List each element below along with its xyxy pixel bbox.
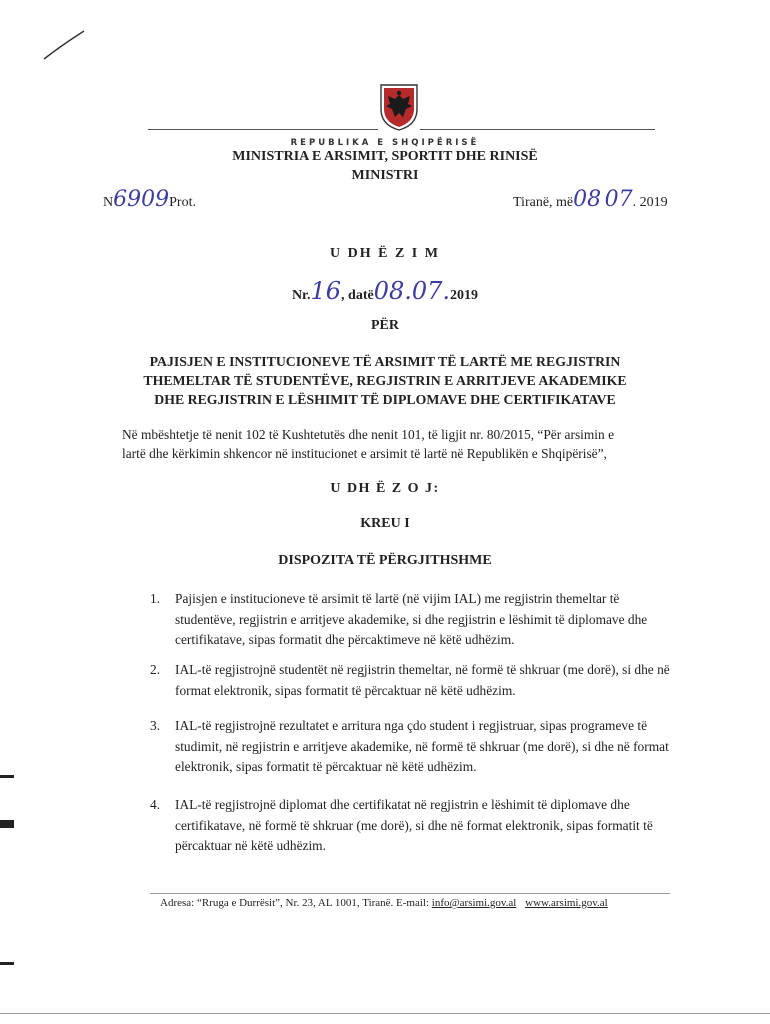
- header-rule-right: [420, 129, 655, 130]
- subject-block: [0, 352, 770, 409]
- instruction-number-line: [0, 278, 770, 309]
- footer-address: [160, 897, 608, 909]
- footer-website-link[interactable]: www.arsimi.gov.al: [525, 897, 608, 909]
- date-year: . 2019: [632, 195, 668, 210]
- pen-mark: [40, 25, 90, 65]
- protocol-suffix: Prot.: [169, 195, 196, 210]
- per-heading: PËR: [371, 318, 399, 333]
- nr-label: Nr.: [291, 288, 311, 303]
- protocol-prefix: N: [103, 195, 114, 210]
- scan-edge-mark: [0, 820, 14, 828]
- preamble-line: lartë dhe kërkimin shkencor në institucionet e arsimit të lartë në Republikën e Shqipërisë”,: [122, 446, 607, 461]
- handwritten-day: 08: [573, 187, 602, 212]
- handwritten-instruction-number: 16: [310, 277, 342, 305]
- coat-of-arms-emblem: [378, 82, 420, 132]
- date-label: , datë: [341, 288, 374, 303]
- date-line: [513, 187, 668, 213]
- preamble: [122, 425, 682, 463]
- handwritten-protocol-number: 6909: [113, 187, 170, 212]
- article-text: IAL-të regjistrojnë studentët në regjistrin themeltar, në formë të shkruar (me dorë), si dhe në format elektronik, sipas formatit të përcaktuar në këtë udhëzim.: [175, 662, 670, 698]
- article-text: Pajisjen e institucioneve të arsimit të lartë (në vijim IAL) me regjistrin themeltar të studentëve, regjistrin e arritjeve akademike, si dhe regjistrin e lëshimit të diplomave dhe certifikatave, sipas formatit dhe përcaktimeve në këtë udhëzim.: [175, 591, 648, 647]
- handwritten-instruction-date: 08.07.: [373, 277, 451, 305]
- article-number: 3.: [150, 718, 161, 733]
- protocol-line: [103, 187, 196, 213]
- article-number: 2.: [150, 662, 161, 677]
- scan-edge-mark: [0, 962, 14, 965]
- handwritten-month: 07: [604, 187, 633, 212]
- article-text: IAL-të regjistrojnë rezultatet e arritura nga çdo student i regjistruar, sipas programeve të studimit, në regjistrin e arritjeve akademike, në formë të shkruar (me dorë), si dhe në format elektronik, sipas formatit të përcaktuar në këtë udhëzim.: [175, 718, 669, 774]
- preamble-line: Në mbështetje të nenit 102 të Kushtetutës dhe nenit 101, të ligjit nr. 80/2015, “Për arsimin e: [122, 427, 615, 442]
- instruction-title: U DH Ë Z I M: [330, 246, 440, 261]
- scan-edge-mark: [0, 775, 14, 778]
- instruction-year: 2019: [450, 288, 479, 303]
- footer-rule: [150, 893, 670, 894]
- subject-line: DHE REGJISTRIN E LËSHIMIT TË DIPLOMAVE DHE CERTIFIKATAVE: [154, 392, 616, 407]
- article-number: 4.: [150, 797, 161, 812]
- article-number: 1.: [150, 591, 161, 606]
- article-text: IAL-të regjistrojnë diplomat dhe certifikatat në regjistrin e lëshimit të diplomave dhe certifikatave, në formë të shkruar (me dorë), si dhe në format elektronik, sipas formatit të përcaktuar në këtë udhëzim.: [175, 797, 653, 853]
- scan-bottom-edge: [0, 1013, 770, 1014]
- subject-line: THEMELTAR TË STUDENTËVE, REGJISTRIN E ARRITJEVE AKADEMIKE: [143, 373, 627, 388]
- date-place: Tiranë, më: [513, 195, 574, 210]
- ministry-name: MINISTRIA E ARSIMIT, SPORTIT DHE RINISË: [232, 149, 538, 164]
- footer-email-link[interactable]: info@arsimi.gov.al: [431, 897, 517, 909]
- ministry-office: MINISTRI: [351, 168, 419, 183]
- footer-address-text: Adresa: “Rruga e Durrësit”, Nr. 23, AL 1001, Tiranë. E-mail:: [160, 897, 430, 909]
- header-rule-left: [148, 129, 378, 130]
- chapter-heading: KREU I: [360, 516, 410, 531]
- directive-heading: U DH Ë Z O J:: [330, 481, 440, 496]
- subject-line: PAJISJEN E INSTITUCIONEVE TË ARSIMIT TË LARTË ME REGJISTRIN: [149, 354, 621, 369]
- chapter-title: DISPOZITA TË PËRGJITHSHME: [278, 553, 492, 568]
- republic-line: REPUBLIKA E SHQIPËRISË: [290, 138, 480, 148]
